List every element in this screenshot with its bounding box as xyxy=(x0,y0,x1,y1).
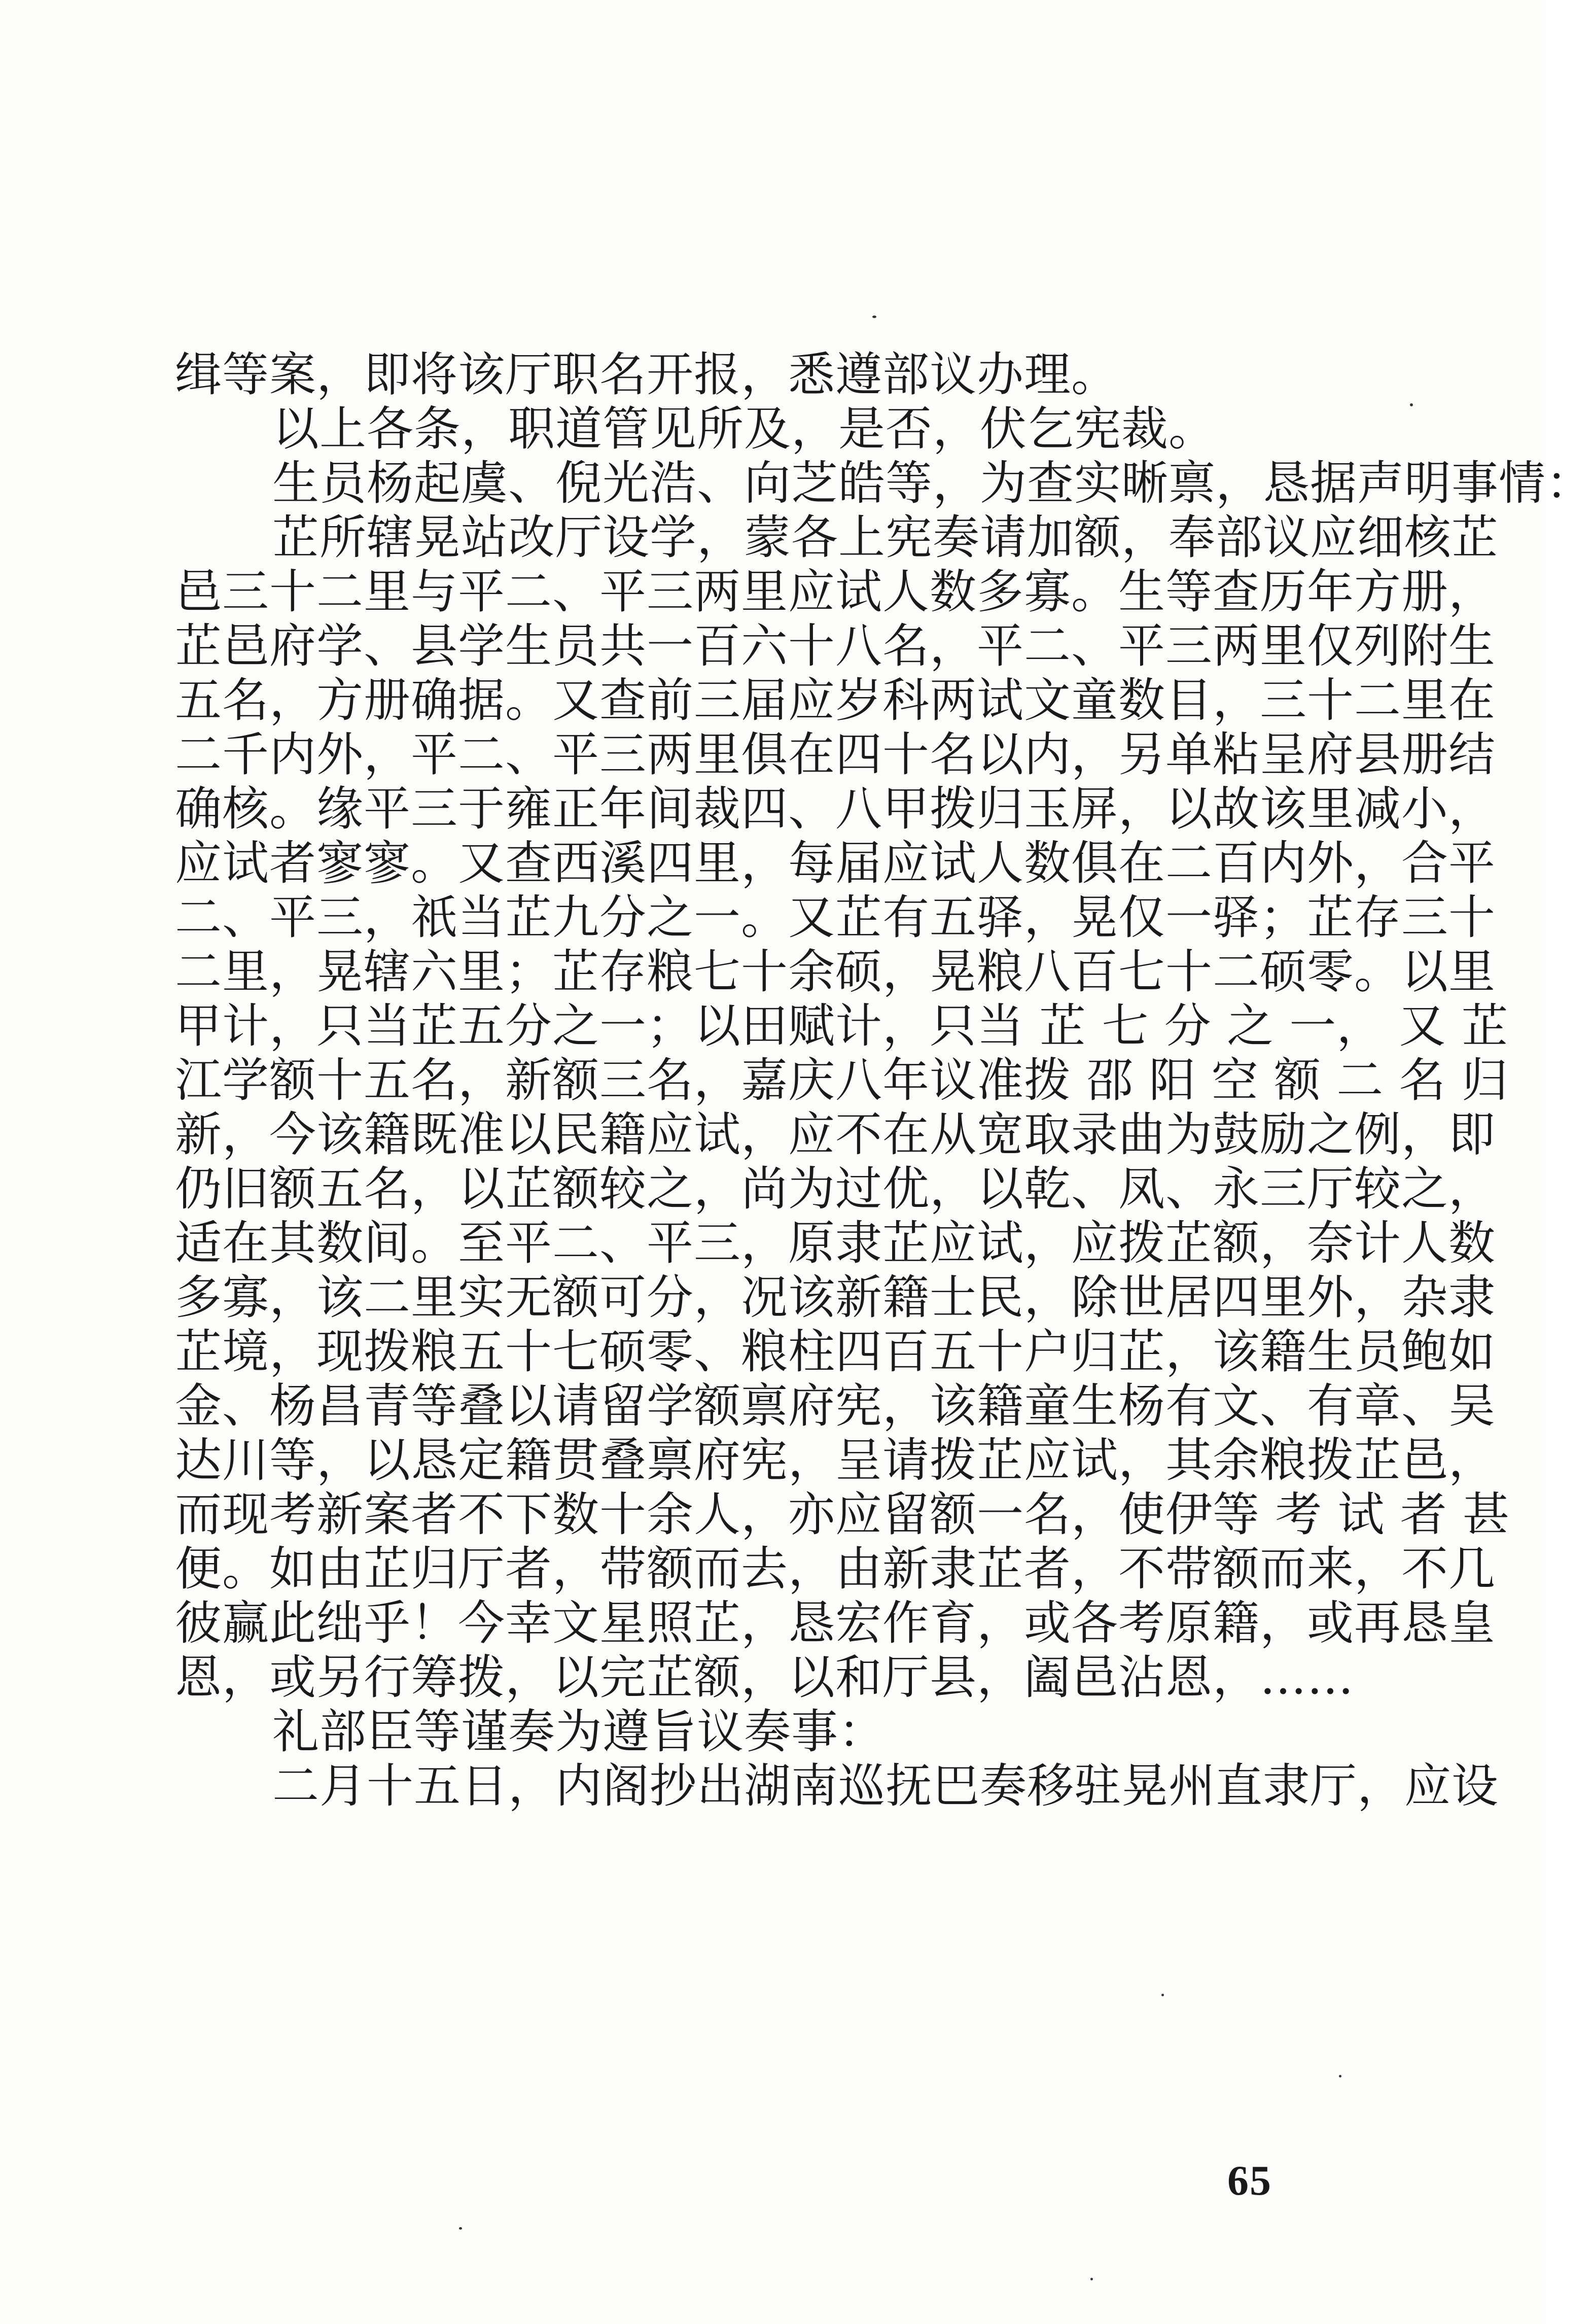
scan-speck xyxy=(1410,403,1413,406)
text-line: 应试者寥寥。又查西溪四里，每届应试人数俱在二百内外，合平 xyxy=(175,836,1496,890)
scan-speck xyxy=(1090,2278,1093,2280)
body-text xyxy=(175,348,1593,1813)
text-line: 邑三十二里与平二、平三两里应试人数多寡。生等查历年方册， xyxy=(175,565,1496,619)
text-line: 新，今该籍既准以民籍应试，应不在从宽取录曲为鼓励之例，即 xyxy=(175,1107,1496,1162)
text-line: 而现考新案者不下数十余人，亦应留额一名，使伊等 考 试 者 甚 xyxy=(175,1487,1510,1542)
scan-speck xyxy=(459,2227,462,2230)
text-line: 达川等，以恳定籍贯叠禀府宪，呈请拨芷应试，其余粮拨芷邑， xyxy=(175,1433,1496,1487)
text-line: 二、平三，祇当芷九分之一。又芷有五驿，晃仅一驿；芷存三十 xyxy=(175,890,1496,945)
text-line: 二月十五日，内阁抄出湖南巡抚巴奏移驻晃州直隶厅，应设 xyxy=(272,1759,1499,1813)
text-line: 甲计，只当芷五分之一；以田赋计，只当 芷 七 分 之 一， 又 芷 xyxy=(175,999,1509,1053)
scan-speck xyxy=(872,316,876,318)
text-line: 恩，或另行筹拨，以完芷额，以和厅县，阖邑沾恩，…… xyxy=(175,1650,1355,1705)
text-line: 多寡，该二里实无额可分，况该新籍士民，除世居四里外，杂隶 xyxy=(175,1270,1496,1325)
text-line: 礼部臣等谨奏为遵旨议奏事： xyxy=(272,1705,886,1759)
text-line: 以上各条，职道管见所及，是否，伏乞宪裁。 xyxy=(272,402,1216,456)
page-number: 65 xyxy=(1227,2157,1272,2204)
text-line: 便。如由芷归厅者，带额而去，由新隶芷者，不带额而来，不几 xyxy=(175,1542,1496,1596)
text-line: 五名，方册确据。又查前三届应岁科两试文童数目，三十二里在 xyxy=(175,673,1496,727)
text-line: 芷邑府学、县学生员共一百六十八名，平二、平三两里仅列附生 xyxy=(175,619,1496,673)
text-line: 生员杨起虞、倪光浩、向芝皓等，为查实晰禀，恳据声明事情： xyxy=(272,456,1593,510)
text-line: 仍旧额五名，以芷额较之，尚为过优，以乾、凤、永三厅较之， xyxy=(175,1162,1496,1216)
text-line: 金、杨昌青等叠以请留学额禀府宪，该籍童生杨有文、有章、吴 xyxy=(175,1379,1496,1433)
text-line: 二千内外，平二、平三两里俱在四十名以内，另单粘呈府县册结 xyxy=(175,727,1496,782)
text-line: 江学额十五名，新额三名，嘉庆八年议准拨 邵 阳 空 额 二 名 归 xyxy=(175,1053,1509,1107)
text-line: 芷所辖晃站改厅设学，蒙各上宪奏请加额，奉部议应细核芷 xyxy=(272,510,1499,565)
scan-speck xyxy=(1161,1994,1164,1996)
text-line: 确核。缘平三于雍正年间裁四、八甲拨归玉屏，以故该里减小， xyxy=(175,782,1496,836)
text-line: 适在其数间。至平二、平三，原隶芷应试，应拨芷额，奈计人数 xyxy=(175,1216,1496,1270)
text-line: 芷境，现拨粮五十七硕零、粮柱四百五十户归芷，该籍生员鲍如 xyxy=(175,1325,1496,1379)
scan-speck xyxy=(1339,2075,1341,2077)
text-line: 彼赢此绌乎！今幸文星照芷，恳宏作育，或各考原籍，或再恳皇 xyxy=(175,1596,1496,1650)
text-line: 二里，晃辖六里；芷存粮七十余硕，晃粮八百七十二硕零。以里 xyxy=(175,945,1496,999)
text-line: 缉等案，即将该厅职名开报，悉遵部议办理。 xyxy=(175,348,1119,402)
